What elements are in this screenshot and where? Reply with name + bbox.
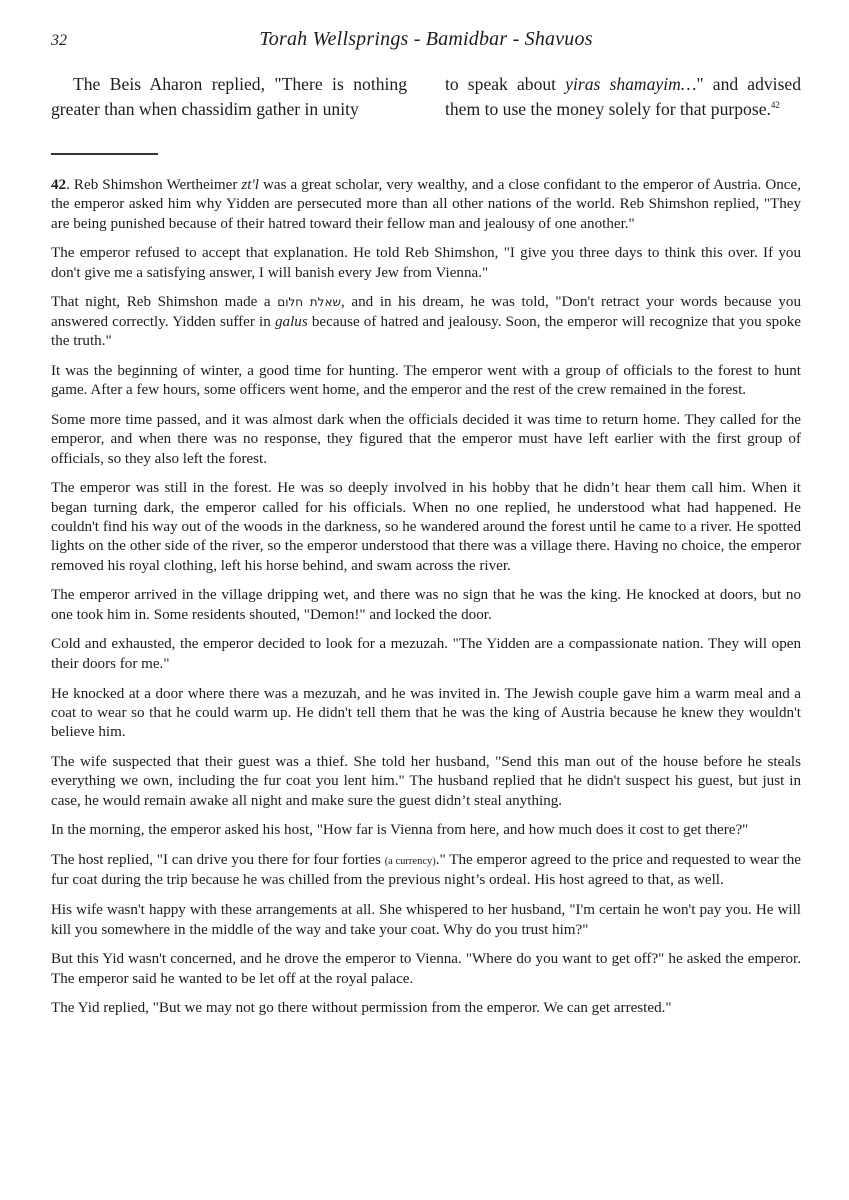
- footnote-paragraph: The wife suspected that their guest was a thief. She told her husband, "Send this man out of the house before he steals everything we own, including the fur coat you lent him." The husband replied that he didn't suspect his guest, but just in case, he would remain awake all night and make sure the guest didn’t steal anything.: [51, 753, 801, 809]
- footnote-separator: [51, 153, 158, 155]
- footnote-paragraph: In the morning, the emperor asked his host, "How far is Vienna from here, and how much does it cost to get there?": [51, 822, 749, 839]
- small-note: (a currency): [384, 856, 436, 868]
- running-title: Torah Wellsprings - Bamidbar - Shavuos: [259, 28, 593, 50]
- text-run: The host replied, "I can drive you there for four forties: [51, 852, 385, 869]
- body-paragraph: The Beis Aharon replied, "There is nothing greater than when chassidim gather in unity: [51, 74, 407, 119]
- footnote-paragraph: He knocked at a door where there was a mezuzah, and he was invited in. The Jewish couple gave him a warm meal and a coat to wear so that he could warm up. He didn't tell them that he was the king of Austria because he knew they wouldn't believe him.: [51, 685, 801, 741]
- footnote-paragraph: The emperor arrived in the village dripping wet, and there was no sign that he was the king. He knocked at doors, but no one took him in. Some residents shouted, "Demon!" and locked the door.: [51, 587, 801, 623]
- page-number: 32: [51, 32, 67, 49]
- text-run: was a great scholar, very wealthy, and a close confidant to the emperor of Austria. Once, the emperor asked him why Yidden are persecuted more than all other nations of the world. Reb Shimshon replied, "They are being punished because of their hatred toward their fellow man and jealousy of one another.": [51, 177, 801, 232]
- page-header: [51, 28, 801, 56]
- footnote-number: 42: [51, 177, 67, 193]
- italic-term: zt'l: [241, 177, 259, 193]
- footnote-paragraph: [51, 293, 801, 351]
- text-run: to speak about: [445, 74, 566, 94]
- footnote-paragraph: Some more time passed, and it was almost dark when the officials decided it was time to return home. They called for the emperor, and when there was no response, they figured that the emperor must have left earlier with the first group of officials, so they also left the forest.: [51, 411, 801, 467]
- text-run: " and advised them to use the money solely for that purpose.: [445, 74, 802, 119]
- text-run: ." The emperor agreed to the price and requested to wear the fur coat during the trip because he was chilled from the previous night’s ordeal. His host agreed to that, as well.: [51, 852, 801, 889]
- italic-term: yiras shamayim…: [565, 74, 697, 94]
- footnote-section: [51, 176, 801, 1029]
- footnote-paragraph: [51, 851, 801, 891]
- text-run: . Reb Shimshon Wertheimer: [66, 177, 242, 193]
- footnote-paragraph: It was the beginning of winter, a good time for hunting. The emperor went with a group of officials to the forest to hunt game. After a few hours, some officers went home, and the emperor and the rest of the crew remained in the forest.: [51, 362, 801, 399]
- right-column: [445, 72, 801, 122]
- footnote-reference[interactable]: 42: [770, 100, 780, 111]
- body-paragraph-continued: [445, 72, 801, 122]
- left-column: [51, 72, 407, 122]
- hebrew-term: שאלת חלום: [277, 295, 342, 310]
- footnote-paragraph: [51, 176, 801, 234]
- italic-term: galus: [274, 313, 308, 330]
- footnote-paragraph: Cold and exhausted, the emperor decided to look for a mezuzah. "The Yidden are a compassionate nation. They will open their doors for me.": [51, 636, 801, 672]
- footnote-paragraph: The emperor was still in the forest. He was so deeply involved in his hobby that he didn’t hear them call him. When it began turning dark, the emperor called for his officials. When no one replied, he understood what had happened. He couldn't find his way out of the woods in the darkness, so he wandered around the forest until he came to a river. He spotted lights on the other side of the river, so the emperor understood that there was a village there. Having no choice, the emperor removed his royal clothing, left his horse behind, and swam across the river.: [51, 480, 801, 574]
- text-run: because of hatred and jealousy. Soon, the emperor will recognize that you spoke the truth.": [51, 313, 802, 350]
- text-run: , and in his dream, he was told, "Don't retract your words because you answered correctly. Yidden suffer in: [51, 294, 801, 330]
- footnote-paragraph: The emperor refused to accept that explanation. He told Reb Shimshon, "I give you three days to think this over. If you don't give me a satisfying answer, I will banish every Jew from Vienna.": [51, 245, 801, 281]
- footnote-paragraph: The Yid replied, "But we may not go there without permission from the emperor. We can get arrested.": [51, 1000, 672, 1017]
- body-columns: [51, 72, 801, 122]
- footnote-paragraph: His wife wasn't happy with these arrangements at all. She whispered to her husband, "I'm certain he won't pay you. He will kill you somewhere in the middle of the way and take your coat. Why do you trust him?": [51, 902, 801, 938]
- footnote-paragraph: But this Yid wasn't concerned, and he drove the emperor to Vienna. "Where do you want to get off?" he asked the emperor. The emperor said he wanted to be let off at the royal palace.: [51, 951, 801, 987]
- text-run: That night, Reb Shimshon made a: [51, 294, 278, 311]
